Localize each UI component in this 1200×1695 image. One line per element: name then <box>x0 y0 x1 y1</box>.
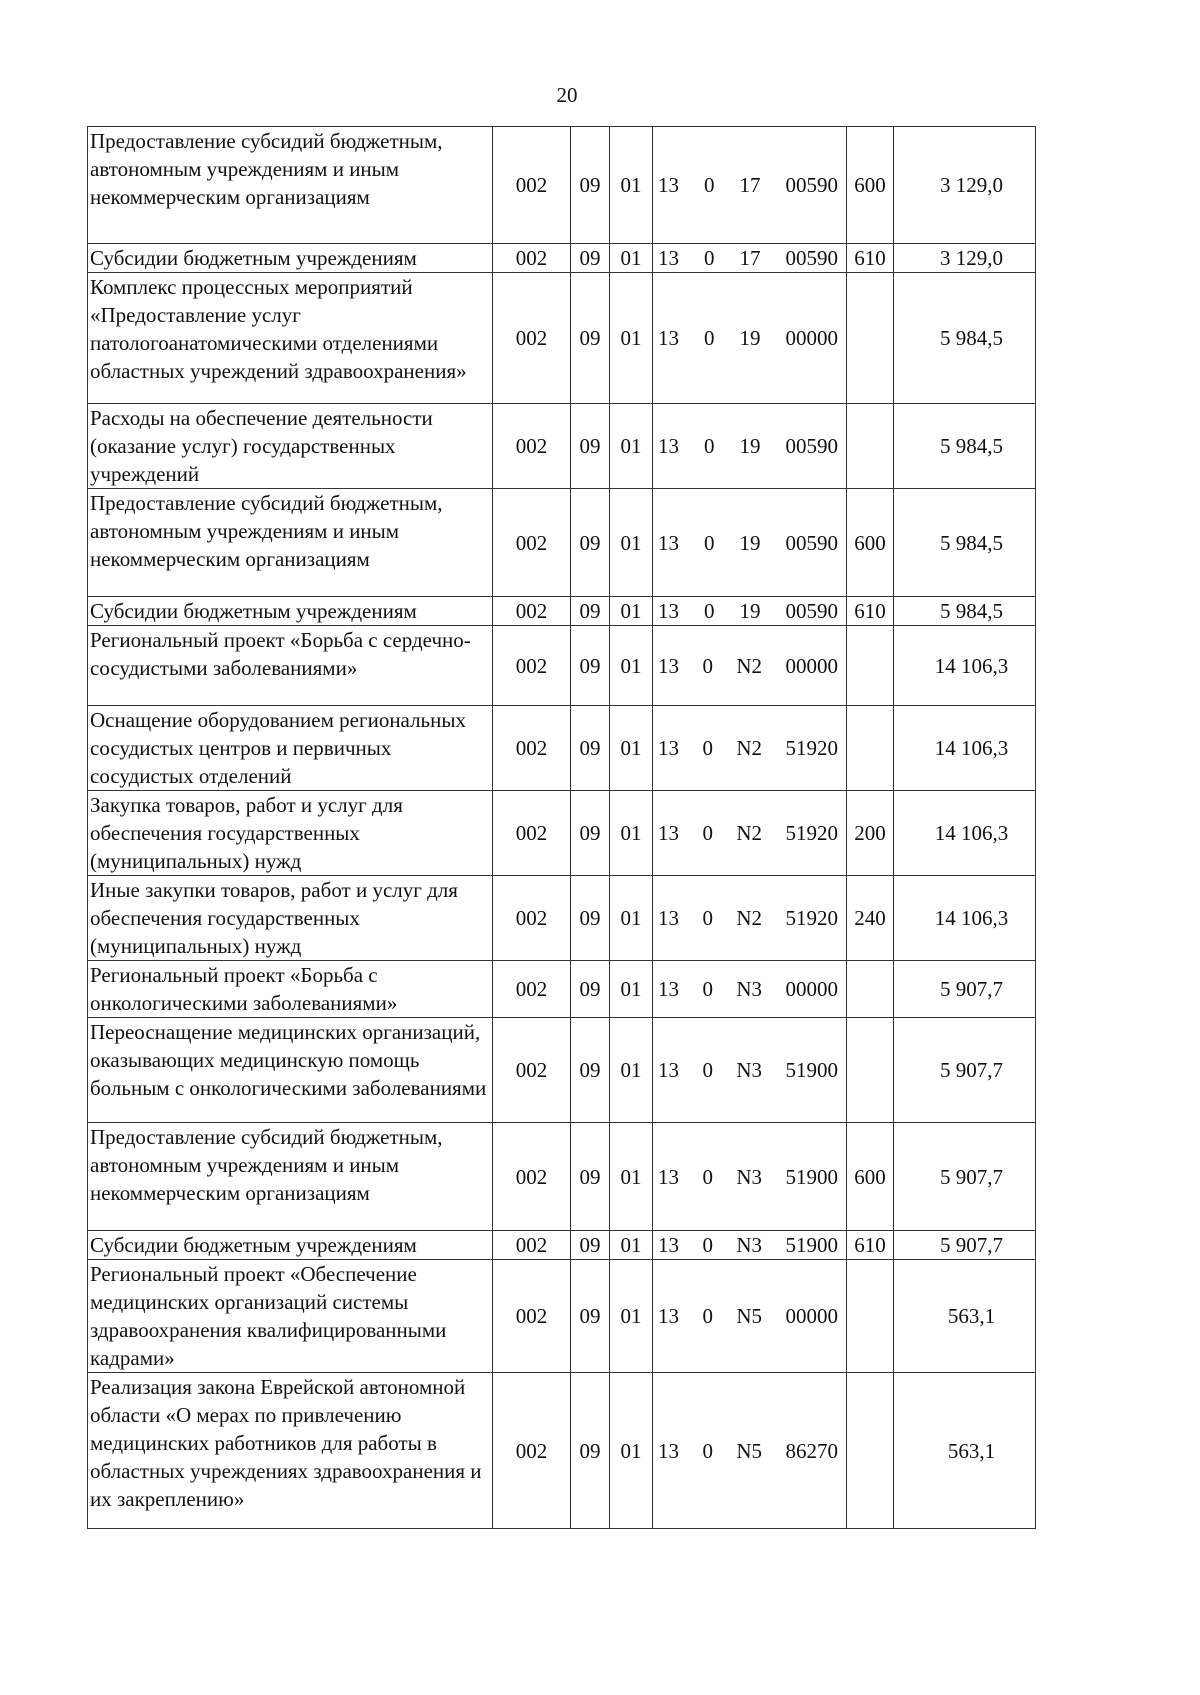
expense-type-code: 610 <box>847 1231 894 1260</box>
target-article-part: 0 <box>702 1233 713 1257</box>
target-article-parts <box>653 244 846 272</box>
expense-type-code: 240 <box>847 876 894 961</box>
target-article-parts <box>653 597 846 625</box>
target-article-parts <box>653 1302 846 1330</box>
ministry-code: 002 <box>493 876 571 961</box>
target-article-part: 00590 <box>785 246 838 270</box>
target-article-part: 0 <box>704 173 715 197</box>
target-article-code <box>653 791 847 876</box>
section-code: 09 <box>571 706 610 791</box>
section-code: 09 <box>571 626 610 706</box>
target-article-parts <box>653 529 846 557</box>
target-article-part: 00000 <box>785 1304 838 1328</box>
target-article-parts <box>653 1163 846 1191</box>
table-row <box>88 244 1036 273</box>
target-article-part: 13 <box>658 653 679 678</box>
section-code: 09 <box>571 876 610 961</box>
amount: 5 984,5 <box>894 597 1036 626</box>
expense-type-code: 200 <box>847 791 894 876</box>
table-row <box>88 1373 1036 1529</box>
target-article-part: 00590 <box>785 530 838 555</box>
subsection-code: 01 <box>610 127 653 244</box>
subsection-code: 01 <box>610 1123 653 1231</box>
target-article-part: 19 <box>739 530 761 555</box>
amount: 5 907,7 <box>894 961 1036 1018</box>
target-article-part: 51920 <box>785 821 838 845</box>
target-article-code <box>653 1260 847 1373</box>
target-article-part: 13 <box>658 1438 679 1463</box>
ministry-code: 002 <box>493 961 571 1018</box>
table-row <box>88 597 1036 626</box>
target-article-part: 00590 <box>785 434 838 458</box>
target-article-part: 0 <box>704 530 715 555</box>
target-article-parts <box>653 734 846 762</box>
target-article-code <box>653 1123 847 1231</box>
subsection-code: 01 <box>610 597 653 626</box>
target-article-part: 0 <box>702 1438 713 1463</box>
row-name: Реализация закона Еврейской автономной области «О мерах по привлечению медицинских работников для работы в областных учреждениях здравоохранения и их закреплению» <box>88 1373 493 1529</box>
amount: 3 129,0 <box>894 127 1036 244</box>
target-article-part: 0 <box>702 1058 713 1082</box>
budget-table <box>87 126 1036 1529</box>
expense-type-code: 600 <box>847 127 894 244</box>
expense-type-code <box>847 273 894 404</box>
table-row <box>88 273 1036 404</box>
target-article-code <box>653 489 847 597</box>
target-article-part: 0 <box>702 736 713 760</box>
table-row <box>88 1260 1036 1373</box>
target-article-part: 17 <box>739 246 761 270</box>
amount: 563,1 <box>894 1373 1036 1529</box>
subsection-code: 01 <box>610 273 653 404</box>
row-name: Региональный проект «Борьба с сердечно-сосудистыми заболеваниями» <box>88 626 493 706</box>
row-name: Предоставление субсидий бюджетным, автономным учреждениям и иным некоммерческим организациям <box>88 489 493 597</box>
amount: 14 106,3 <box>894 876 1036 961</box>
row-name: Оснащение оборудованием региональных сосудистых центров и первичных сосудистых отделений <box>88 706 493 791</box>
target-article-part: 13 <box>658 326 679 350</box>
section-code: 09 <box>571 1231 610 1260</box>
target-article-parts <box>653 904 846 932</box>
target-article-part: 51920 <box>785 736 838 760</box>
table-row <box>88 1123 1036 1231</box>
section-code: 09 <box>571 489 610 597</box>
table-row <box>88 404 1036 489</box>
section-code: 09 <box>571 1260 610 1373</box>
subsection-code: 01 <box>610 876 653 961</box>
target-article-code <box>653 244 847 273</box>
target-article-parts <box>653 324 846 352</box>
target-article-code <box>653 876 847 961</box>
ministry-code: 002 <box>493 127 571 244</box>
ministry-code: 002 <box>493 597 571 626</box>
section-code: 09 <box>571 597 610 626</box>
amount: 5 984,5 <box>894 404 1036 489</box>
target-article-part: 13 <box>658 736 679 760</box>
target-article-part: 86270 <box>785 1438 838 1463</box>
target-article-part: N2 <box>736 906 763 930</box>
table-row <box>88 626 1036 706</box>
expense-type-code <box>847 961 894 1018</box>
amount: 5 907,7 <box>894 1018 1036 1123</box>
expense-type-code <box>847 404 894 489</box>
target-article-parts <box>653 1056 846 1084</box>
target-article-part: N3 <box>736 1164 763 1189</box>
expense-type-code <box>847 1373 894 1529</box>
section-code: 09 <box>571 273 610 404</box>
amount: 14 106,3 <box>894 791 1036 876</box>
target-article-part: 0 <box>704 246 715 270</box>
target-article-part: 0 <box>704 599 715 623</box>
table-row <box>88 1231 1036 1260</box>
target-article-part: 13 <box>658 977 679 1001</box>
expense-type-code <box>847 626 894 706</box>
amount: 5 984,5 <box>894 489 1036 597</box>
row-name: Расходы на обеспечение деятельности (оказание услуг) государственных учреждений <box>88 404 493 489</box>
section-code: 09 <box>571 244 610 273</box>
target-article-part: 19 <box>739 599 761 623</box>
table-row <box>88 1018 1036 1123</box>
target-article-part: N5 <box>736 1304 763 1328</box>
target-article-parts <box>653 975 846 1003</box>
target-article-part: 19 <box>739 434 761 458</box>
target-article-part: 51900 <box>785 1233 838 1257</box>
target-article-part: 0 <box>702 1164 713 1189</box>
row-name: Субсидии бюджетным учреждениям <box>88 597 493 626</box>
subsection-code: 01 <box>610 706 653 791</box>
expense-type-code: 600 <box>847 1123 894 1231</box>
row-name: Переоснащение медицинских организаций, оказывающих медицинскую помощь больным с онкологическими заболеваниями <box>88 1018 493 1123</box>
ministry-code: 002 <box>493 273 571 404</box>
target-article-parts <box>653 171 846 199</box>
target-article-part: 13 <box>658 906 679 930</box>
target-article-part: 00000 <box>785 653 838 678</box>
ministry-code: 002 <box>493 791 571 876</box>
target-article-part: 13 <box>658 530 679 555</box>
target-article-code <box>653 597 847 626</box>
ministry-code: 002 <box>493 1373 571 1529</box>
target-article-part: 19 <box>739 326 761 350</box>
target-article-part: 0 <box>702 977 713 1001</box>
section-code: 09 <box>571 404 610 489</box>
target-article-parts <box>653 432 846 460</box>
amount: 5 984,5 <box>894 273 1036 404</box>
budget-table-body <box>88 127 1036 1529</box>
target-article-part: N3 <box>736 1058 763 1082</box>
target-article-part: 00590 <box>785 599 838 623</box>
section-code: 09 <box>571 127 610 244</box>
row-name: Закупка товаров, работ и услуг для обеспечения государственных (муниципальных) нужд <box>88 791 493 876</box>
subsection-code: 01 <box>610 489 653 597</box>
section-code: 09 <box>571 791 610 876</box>
amount: 14 106,3 <box>894 626 1036 706</box>
table-row <box>88 127 1036 244</box>
subsection-code: 01 <box>610 1018 653 1123</box>
target-article-part: 00000 <box>785 326 838 350</box>
target-article-part: N5 <box>736 1438 763 1463</box>
target-article-part: N2 <box>736 736 763 760</box>
table-row <box>88 489 1036 597</box>
target-article-code <box>653 273 847 404</box>
ministry-code: 002 <box>493 1231 571 1260</box>
table-row <box>88 791 1036 876</box>
target-article-part: 13 <box>658 599 679 623</box>
target-article-part: 00590 <box>785 173 838 197</box>
subsection-code: 01 <box>610 1373 653 1529</box>
row-name: Иные закупки товаров, работ и услуг для обеспечения государственных (муниципальных) нужд <box>88 876 493 961</box>
row-name: Предоставление субсидий бюджетным, автономным учреждениям и иным некоммерческим организациям <box>88 1123 493 1231</box>
ministry-code: 002 <box>493 1018 571 1123</box>
target-article-code <box>653 127 847 244</box>
row-name: Субсидии бюджетным учреждениям <box>88 244 493 273</box>
row-name: Предоставление субсидий бюджетным, автономным учреждениям и иным некоммерческим организациям <box>88 127 493 244</box>
target-article-code <box>653 706 847 791</box>
amount: 563,1 <box>894 1260 1036 1373</box>
amount: 5 907,7 <box>894 1123 1036 1231</box>
ministry-code: 002 <box>493 489 571 597</box>
amount: 5 907,7 <box>894 1231 1036 1260</box>
target-article-part: 0 <box>704 326 715 350</box>
row-name: Субсидии бюджетным учреждениям <box>88 1231 493 1260</box>
expense-type-code: 610 <box>847 597 894 626</box>
ministry-code: 002 <box>493 1260 571 1373</box>
ministry-code: 002 <box>493 244 571 273</box>
target-article-code <box>653 404 847 489</box>
target-article-code <box>653 1018 847 1123</box>
subsection-code: 01 <box>610 1231 653 1260</box>
expense-type-code: 600 <box>847 489 894 597</box>
target-article-part: 17 <box>739 173 761 197</box>
section-code: 09 <box>571 1123 610 1231</box>
target-article-part: 13 <box>658 434 679 458</box>
target-article-parts <box>653 652 846 680</box>
table-row <box>88 961 1036 1018</box>
ministry-code: 002 <box>493 706 571 791</box>
target-article-parts <box>653 1437 846 1465</box>
table-row <box>88 876 1036 961</box>
target-article-parts <box>653 1231 846 1259</box>
target-article-part: 13 <box>658 1233 679 1257</box>
target-article-part: 51900 <box>785 1058 838 1082</box>
target-article-code <box>653 626 847 706</box>
target-article-part: 13 <box>658 1164 679 1189</box>
target-article-part: 13 <box>658 821 679 845</box>
section-code: 09 <box>571 1373 610 1529</box>
target-article-parts <box>653 819 846 847</box>
target-article-part: N3 <box>736 1233 763 1257</box>
table-row <box>88 706 1036 791</box>
subsection-code: 01 <box>610 626 653 706</box>
ministry-code: 002 <box>493 404 571 489</box>
target-article-part: 0 <box>704 434 715 458</box>
target-article-part: 13 <box>658 1058 679 1082</box>
target-article-part: 0 <box>702 906 713 930</box>
section-code: 09 <box>571 961 610 1018</box>
target-article-part: 0 <box>702 821 713 845</box>
subsection-code: 01 <box>610 404 653 489</box>
expense-type-code <box>847 1260 894 1373</box>
row-name: Региональный проект «Обеспечение медицинских организаций системы здравоохранения квалифицированными кадрами» <box>88 1260 493 1373</box>
target-article-part: 13 <box>658 173 679 197</box>
target-article-part: 0 <box>702 1304 713 1328</box>
expense-type-code <box>847 1018 894 1123</box>
target-article-code <box>653 1231 847 1260</box>
target-article-part: N2 <box>736 653 763 678</box>
amount: 3 129,0 <box>894 244 1036 273</box>
subsection-code: 01 <box>610 961 653 1018</box>
subsection-code: 01 <box>610 1260 653 1373</box>
row-name: Комплекс процессных мероприятий «Предоставление услуг патологоанатомическими отделениями областных учреждений здравоохранения» <box>88 273 493 404</box>
page-number: 20 <box>556 83 578 107</box>
subsection-code: 01 <box>610 244 653 273</box>
target-article-part: 00000 <box>785 977 838 1001</box>
expense-type-code: 610 <box>847 244 894 273</box>
expense-type-code <box>847 706 894 791</box>
ministry-code: 002 <box>493 626 571 706</box>
ministry-code: 002 <box>493 1123 571 1231</box>
target-article-part: 13 <box>658 246 679 270</box>
target-article-part: 51900 <box>785 1164 838 1189</box>
target-article-part: N2 <box>736 821 763 845</box>
section-code: 09 <box>571 1018 610 1123</box>
target-article-code <box>653 1373 847 1529</box>
target-article-code <box>653 961 847 1018</box>
target-article-part: N3 <box>736 977 763 1001</box>
target-article-part: 0 <box>702 653 713 678</box>
target-article-part: 13 <box>658 1304 679 1328</box>
row-name: Региональный проект «Борьба с онкологическими заболеваниями» <box>88 961 493 1018</box>
amount: 14 106,3 <box>894 706 1036 791</box>
subsection-code: 01 <box>610 791 653 876</box>
target-article-part: 51920 <box>785 906 838 930</box>
